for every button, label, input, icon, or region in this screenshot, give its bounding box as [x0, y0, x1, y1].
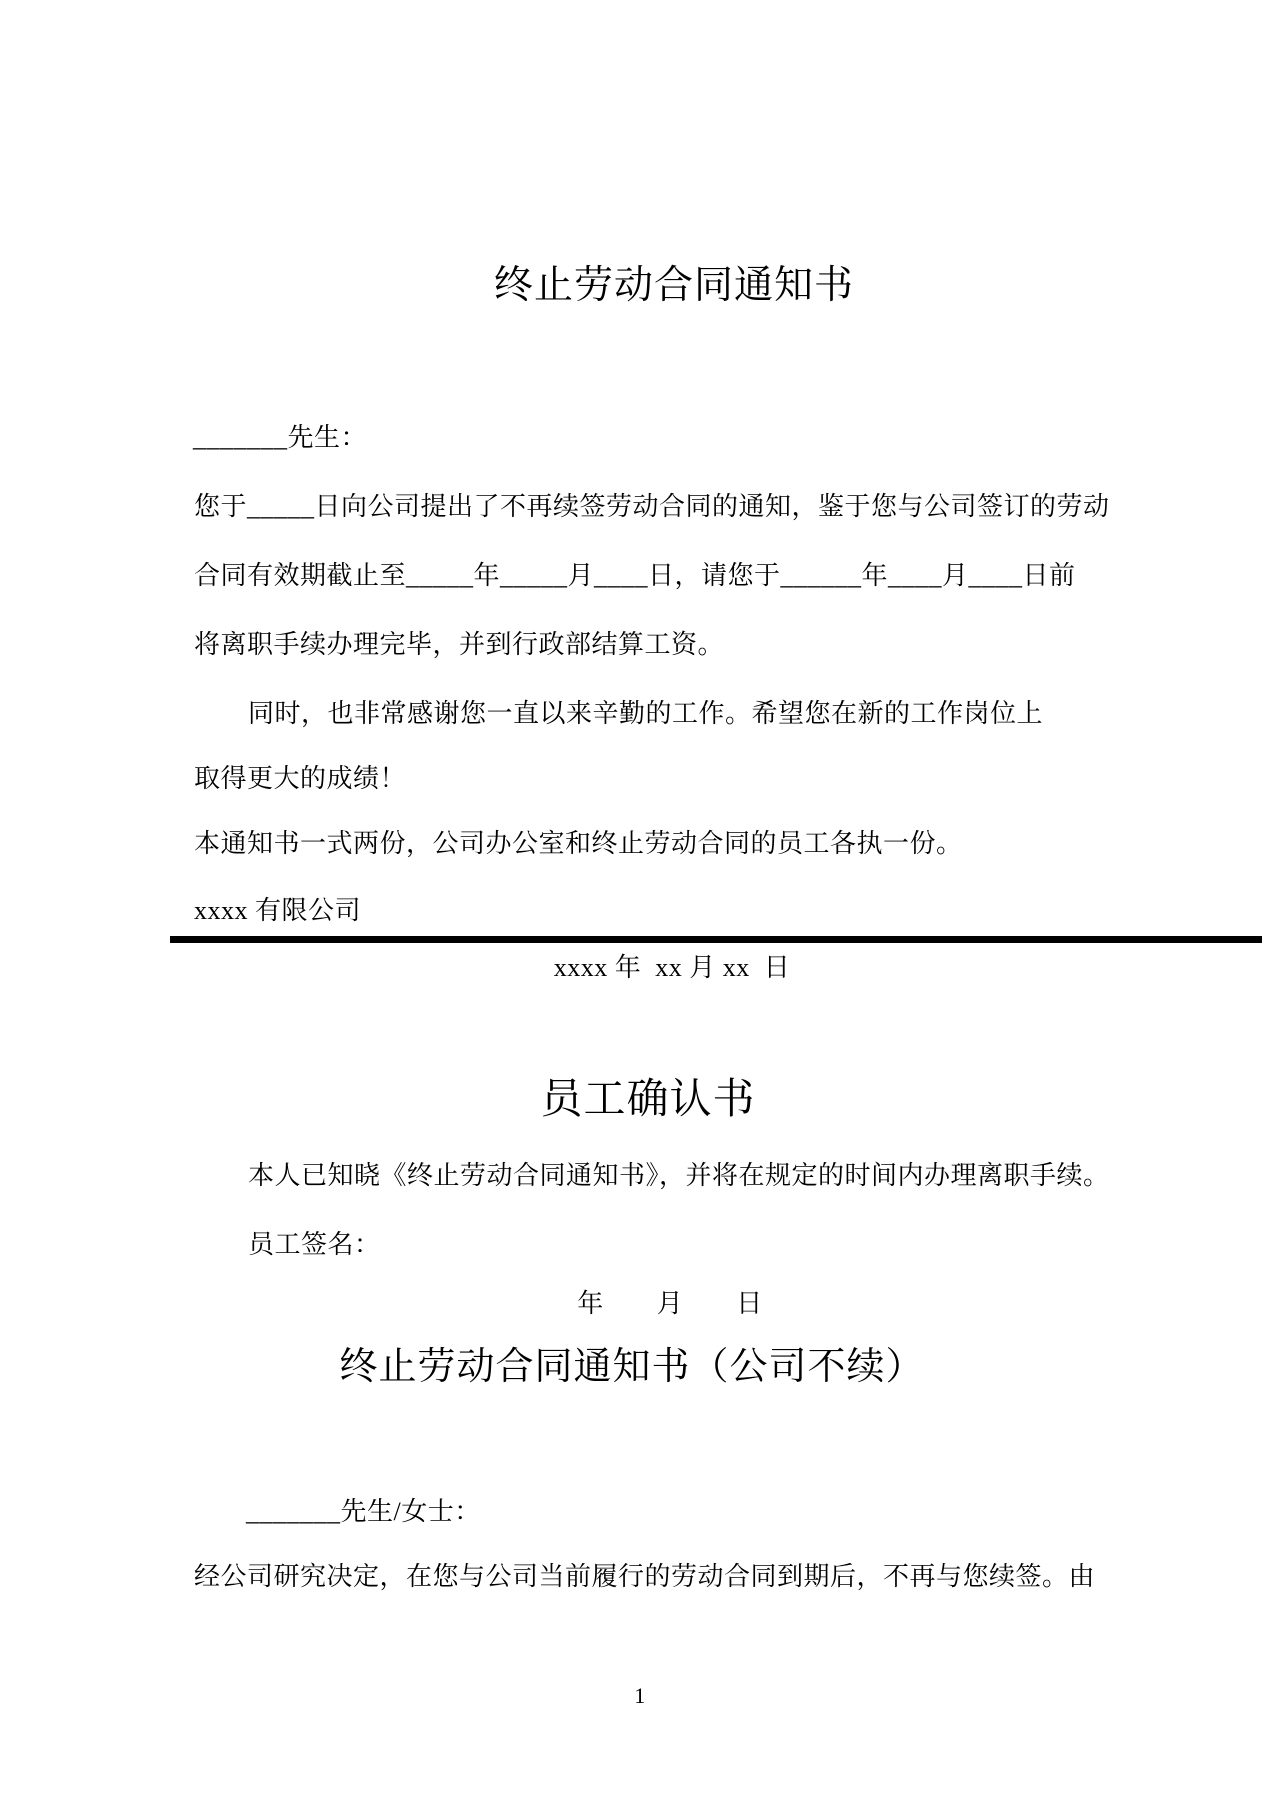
notice1-company-signature: xxxx 有限公司	[194, 896, 362, 925]
confirmation-title: 员工确认书	[540, 1077, 756, 1123]
notice1-salutation: _______先生：	[193, 423, 368, 452]
confirmation-signature-label: 员工签名：	[248, 1230, 381, 1259]
notice1-body-line-4: 同时，也非常感谢您一直以来辛勤的工作。希望您在新的工作岗位上	[248, 699, 1044, 728]
confirmation-body: 本人已知晓《终止劳动合同通知书》，并将在规定的时间内办理离职手续。	[248, 1161, 1110, 1190]
notice1-title: 终止劳动合同通知书	[493, 264, 854, 307]
notice1-body-line-5: 取得更大的成绩！	[194, 764, 407, 793]
notice1-body-line-2: 合同有效期截止至_____年_____月____日，请您于______年____月____日前	[194, 561, 1076, 590]
notice1-body-line-6: 本通知书一式两份，公司办公室和终止劳动合同的员工各执一份。	[194, 829, 963, 858]
notice2-salutation: _______先生/女士：	[246, 1497, 481, 1526]
notice2-title: 终止劳动合同通知书（公司不续）	[339, 1346, 925, 1388]
section-divider	[170, 936, 1262, 943]
notice1-body-line-3: 将离职手续办理完毕，并到行政部结算工资。	[194, 630, 725, 659]
page-number: 1	[634, 1683, 646, 1708]
notice1-body-line-1: 您于_____日向公司提出了不再续签劳动合同的通知，鉴于您与公司签订的劳动	[194, 492, 1110, 521]
notice2-body-line-1: 经公司研究决定，在您与公司当前履行的劳动合同到期后，不再与您续签。由	[194, 1562, 1096, 1591]
notice1-date: xxxx 年 xx 月 xx 日	[553, 953, 791, 982]
confirmation-date-blank: 年 月 日	[577, 1289, 763, 1318]
